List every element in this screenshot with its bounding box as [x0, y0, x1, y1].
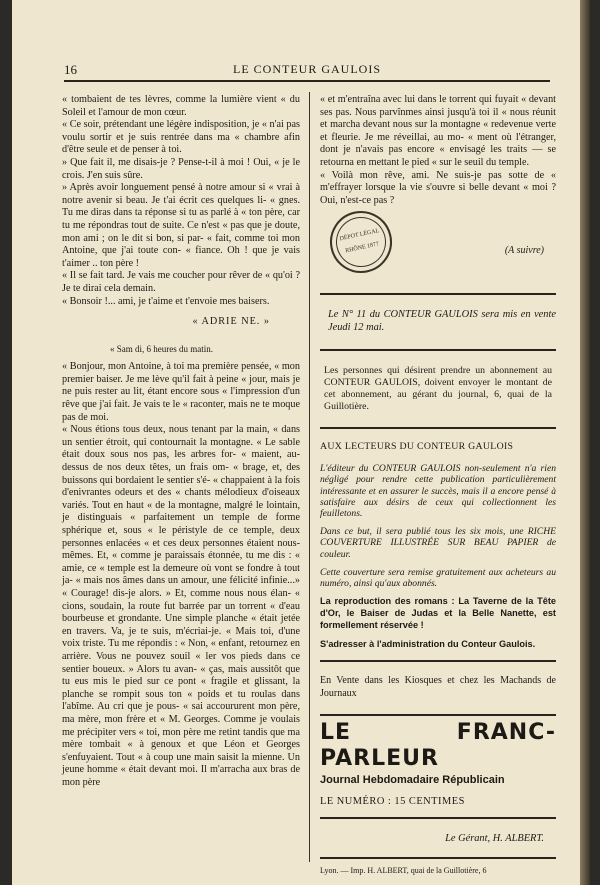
- letter-paragraph: « Il se fait tard. Je vais me coucher pour rêver de « qu'oi ? Je te dirai cela demain.: [62, 270, 300, 294]
- journal-title: LE CONTEUR GAULOIS: [233, 62, 381, 76]
- letter-paragraph: « et m'entraîna avec lui dans le torrent qui fuyait « devant ses pas. Nous parvînmes ainsi jusqu'à toi il « nous réunit et marcha devant nous sur la montagne « redevenue verte et fleurie. Je me réveillai, au mo- « ment où l'étranger, dont je n'avais pas encore « envisagé les traits — se retourna en mettant le pied « sur le seuil du temple.: [320, 94, 556, 168]
- binding-edge: [580, 0, 590, 885]
- reproduction-notice: La reproduction des romans : La Taverne de la Tête d'Or, le Baiser de Judas et la Belle Nanette, est formellement réservée !: [320, 596, 556, 630]
- aux-lecteurs-paragraph: L'éditeur du CONTEUR GAULOIS non-seulement n'a rien négligé pour rendre cette publication particulièrement intéressante et en assurer le succès, mais il a encore pensé à satisfaire aux désirs de ceux qui collectionnent les feuilletons.: [320, 463, 556, 519]
- rule: [320, 857, 556, 859]
- a-suivre-label: (A suivre): [504, 245, 544, 257]
- legal-deposit-stamp: DÉPOT LÉGAL RHÔNE 1877: [324, 206, 398, 280]
- right-column: [320, 94, 556, 878]
- franc-parleur-title: LE FRANC-PARLEUR: [320, 719, 556, 771]
- aux-lecteurs-title: AUX LECTEURS DU CONTEUR GAULOIS: [320, 440, 514, 452]
- letter-signature: « ADRIE NE. »: [192, 316, 270, 328]
- left-column: [62, 94, 300, 789]
- administration-notice: S'adresser à l'administration du Conteur Gaulois.: [320, 638, 536, 649]
- franc-parleur-subtitle: Journal Hebdomadaire Républicain: [320, 773, 505, 786]
- rule: [320, 427, 556, 429]
- aux-lecteurs-paragraph: Cette couverture sera remise gratuitement aux acheteurs au numéro, ainsi qu'aux abonnés.: [320, 566, 556, 589]
- letter-paragraph: » Que fait il, me disais-je ? Pense-t-il à moi ! Oui, « je le crois. J'en suis sûre.: [62, 156, 300, 181]
- stamp-area: [320, 207, 556, 289]
- letter-paragraph: « Bonsoir !... ami, je t'aime et t'envoie mes baisers.: [62, 295, 270, 307]
- letter-paragraph: « tombaient de tes lèvres, comme la lumière vient « du Soleil et l'amour de mon cœur.: [62, 94, 300, 118]
- newspaper-page: [12, 0, 590, 885]
- kiosques-notice: En Vente dans les Kiosques et chez les Machands de Journaux: [320, 675, 556, 699]
- rule: [320, 349, 556, 351]
- printer-imprint: Lyon. — Imp. H. ALBERT, quai de la Guillotière, 6: [320, 866, 487, 876]
- page-header: [64, 60, 550, 82]
- rule: [320, 714, 556, 716]
- page-number: 16: [64, 62, 77, 77]
- next-issue-notice: Le N° 11 du CONTEUR GAULOIS sera mis en vente Jeudi 12 mai.: [328, 309, 556, 333]
- column-divider: [309, 92, 310, 862]
- letter-dateline: « Sam di, 6 heures du matin.: [110, 343, 213, 354]
- letter-paragraph: « Nous étions tous deux, nous tenant par la main, « dans un sentier étroit, qui contournait la montagne. « Le sable était doux sous nos pas, les arbres for- « maient, au-dessus de nos deux têtes, un frais om- « brage, et, des buissons qui bordaient le sentier s'é- « chappaient à la fois d'enivrantes odeurs et des « chants mélodieux d'oiseaux variés. Tout en haut « de la montagne, malgré le lointain, je distinguais « parfaitement un temple de forme sphérique et, sous « le péristyle de ce temple, deux personnes enlacées « et ces deux personnes étaient nous-mêmes. Et, « comme je paraissais étonnée, tu me dis : « amie, ce « temple est la demeure où vont se fondre à tout ja- « mais nos âmes dans un amour, une félicité infinie...» « Courage! dis-je alors. » Et, comme nous nous élan- « cions, soudain, la route fut barrée par un torrent « d'eau bourbeuse et grondante. Une simple planche « était jetée en travers. Va, je te suis, m'écriai-je. « Mais toi, d'une voix triste. Tu me répondis : « Non, « enfant, retournez en arrière. Vous ne pouvez souil « ler vos pieds dans ce sentier boueux. » Alors tu avan- « ças, mais aussitôt que tu eus mis le pied sur ce pont « fragile et glissant, la planche se rompit sous ton « poids et tu roulas dans l'abîme. Au cri que je pous- « sai accoururent mon père, ma mère, mon frère et « M. Georges. Comme je voulais me précipiter vers « toi, mon père me retint tandis que ma mère tombait « à genoux et que Léon et Georges s'enfuyaient. Tout « à coup une main saisit la mienne. Un jeune homme « était devant moi. Il m'arracha aux bras de mon père: [62, 424, 300, 788]
- price-notice: LE NUMÉRO : 15 CENTIMES: [320, 796, 465, 808]
- rule: [320, 293, 556, 295]
- letter-paragraph: « Ce soir, prétendant une légère indisposition, je « n'ai pas voulu sortir et je suis rentrée dans ma « chambre afin d'être seule et de penser à toi.: [62, 119, 300, 156]
- letter-paragraph: « Bonjour, mon Antoine, à toi ma première pensée, « mon premier baiser. Je me lève qu'il fait à peine « jour, mais je ne puis rester au lit, étant encore sous « l'impression d'un rêve que j'ai fait. Je vais te le « raconter, mais ne te moque pas de moi.: [62, 361, 300, 423]
- aux-lecteurs-paragraph: Dans ce but, il sera publié tous les six mois, une RICHE COUVERTURE ILLUSTRÉE SUR BEAU PAPIER de couleur.: [320, 526, 556, 560]
- rule: [320, 660, 556, 662]
- subscription-notice: Les personnes qui désirent prendre un abonnement au CONTEUR GAULOIS, doivent envoyer le montant de cet abonnement, au gérant du journal, 6, quai de la Guillotière.: [324, 364, 552, 412]
- letter-paragraph: « Voilà mon rêve, ami. Ne suis-je pas sotte de « m'effrayer lorsque la vie s'ouvre si belle devant « moi ? Oui, n'est-ce pas ?: [320, 169, 556, 206]
- rule: [320, 817, 556, 819]
- gerant-signature: Le Gérant, H. ALBERT.: [445, 832, 544, 844]
- letter-paragraph: » Après avoir longuement pensé à notre amour si « vrai à notre avenir si beau. Je t'ai écrit ces quelques li- « gnes. Tu me diras dans ta réponse si tu as parlé à « ton père, car tu me répondras tout de suite. Ce n'est « pas que je doute, mon ami ; on le dit si bon, si par- « fait, comme toi mon Antoine, que j'ai toute con- « fiance. Oh ! que je vais t'aimer .. ton père !: [62, 182, 300, 269]
